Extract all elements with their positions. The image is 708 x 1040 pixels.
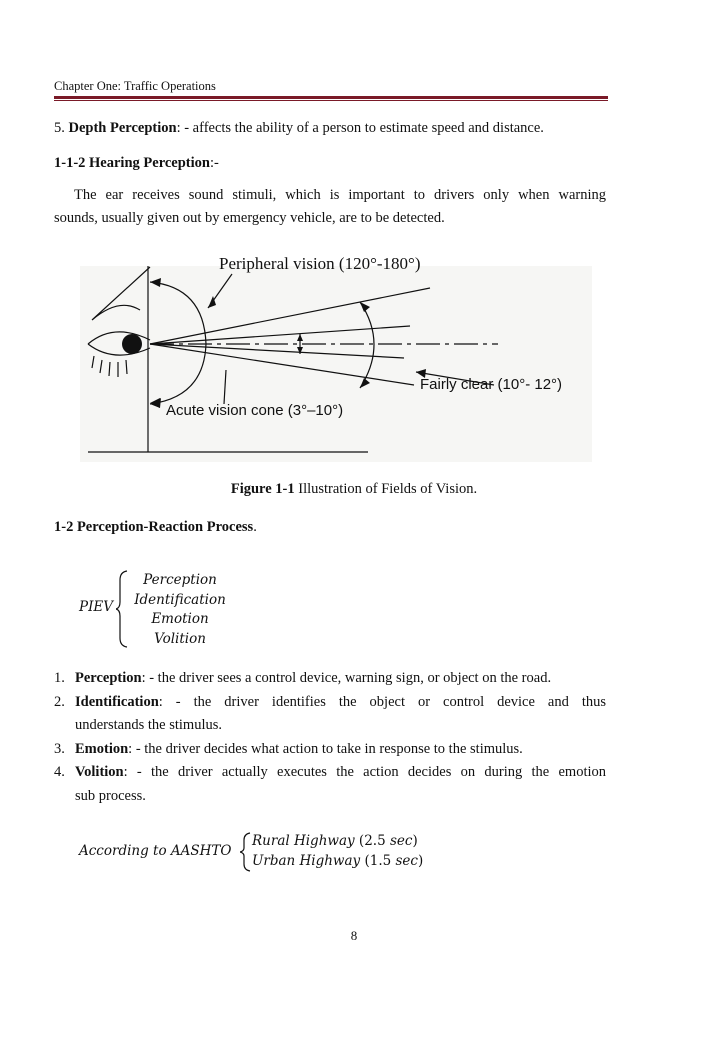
clear-arc-bottom-arrowhead	[360, 378, 370, 388]
aashto-label: According to AASHTO	[79, 843, 232, 859]
clear-upper-ray	[150, 326, 410, 344]
urban-close: )	[417, 853, 424, 869]
aashto-brace	[240, 832, 252, 872]
eye-iris	[122, 334, 142, 354]
rural-close: )	[412, 833, 418, 849]
peripheral-lower-ray	[150, 344, 414, 385]
list-number: 4.	[54, 764, 65, 780]
caption-text: Illustration of Fields of Vision.	[294, 481, 478, 497]
piev-steps-list	[54, 667, 606, 808]
list-number: 2.	[54, 693, 65, 710]
list-item	[54, 691, 606, 738]
perception-reaction-heading	[54, 516, 606, 539]
figure-caption	[0, 481, 708, 498]
hearing-paragraph	[54, 184, 606, 230]
step-term: Volition	[75, 764, 124, 780]
step-text: : - the driver sees a control device, warning sign, or object on the road.	[141, 670, 552, 686]
peripheral-arc-top-arrowhead	[150, 278, 161, 287]
rural-unit: sec	[389, 833, 413, 849]
acute-vision-label: Acute vision cone (3°–10°)	[166, 402, 344, 419]
piev-item-emotion: Emotion	[151, 611, 209, 627]
urban-open: (1.5	[360, 853, 396, 869]
urban-name: Urban Highway	[252, 853, 361, 869]
acute-arrow-line	[224, 370, 226, 404]
clear-lower-ray	[150, 344, 404, 358]
rural-open: (2.5	[354, 833, 390, 849]
vision-diagram	[74, 252, 594, 466]
piev-label: PIEV	[79, 599, 114, 615]
hearing-line-2: sounds, usually given out by emergency vehicle, are to be detected.	[54, 210, 445, 226]
step-term: Emotion	[75, 740, 129, 757]
list-item	[54, 738, 606, 762]
depth-perception-paragraph	[54, 117, 606, 140]
clear-arc-top-arrowhead	[360, 302, 370, 312]
step-text-continued: understands the stimulus.	[75, 717, 223, 733]
clear-arc	[360, 302, 374, 388]
fields-of-vision-figure	[74, 252, 594, 466]
piev-items	[124, 571, 236, 649]
step-text: : - the driver actually executes the action decides on during the emotion	[123, 764, 606, 780]
caption-label: Figure 1-1	[230, 481, 295, 497]
aashto-items	[252, 831, 423, 871]
hearing-line-1: The ear receives sound stimuli, which is important to drivers only when warning	[74, 187, 606, 203]
acute-arrowhead	[150, 398, 160, 408]
list-item	[54, 667, 606, 691]
piev-item-volition: Volition	[154, 630, 206, 647]
list-item	[54, 761, 606, 808]
page-number: 8	[350, 928, 358, 943]
aashto-urban	[252, 851, 423, 871]
piev-item-perception: Perception	[143, 572, 217, 588]
peripheral-vision-label: Peripheral vision (120°-180°)	[219, 254, 421, 273]
depth-number: 5.	[54, 120, 69, 136]
step-term: Perception	[75, 670, 142, 686]
step-text: : - the driver decides what action to take in response to the stimulus.	[128, 740, 523, 757]
depth-text: : - affects the ability of a person to estimate speed and distance.	[176, 120, 544, 136]
rural-name: Rural Highway	[252, 833, 355, 849]
step-term: Identification	[75, 693, 159, 710]
step-text: : - the driver identifies the object or control device and thus	[158, 693, 606, 710]
aashto-rural	[252, 831, 423, 851]
depth-term: Depth Perception	[68, 120, 177, 136]
hearing-heading-suffix: :-	[209, 155, 219, 171]
header-rule-thick	[54, 96, 608, 99]
eye-brow	[92, 267, 150, 320]
fairly-clear-label: Fairly clear (10°- 12°)	[420, 376, 563, 393]
prp-heading-suffix: .	[253, 519, 257, 535]
list-number: 3.	[54, 740, 65, 757]
hearing-heading	[54, 152, 606, 175]
list-number: 1.	[54, 670, 65, 686]
running-header: Chapter One: Traffic Operations	[54, 79, 216, 93]
step-text-continued: sub process.	[75, 787, 146, 804]
piev-item-identification: Identification	[134, 591, 226, 608]
prp-heading-text: 1-2 Perception-Reaction Process	[54, 519, 254, 535]
urban-unit: sec	[395, 853, 418, 869]
header-rule-thin	[54, 100, 608, 101]
eye-lashes	[92, 356, 127, 377]
acute-top-arrowhead	[297, 334, 303, 341]
hearing-heading-text: 1-1-2 Hearing Perception	[54, 155, 210, 171]
peripheral-upper-ray	[150, 288, 430, 344]
